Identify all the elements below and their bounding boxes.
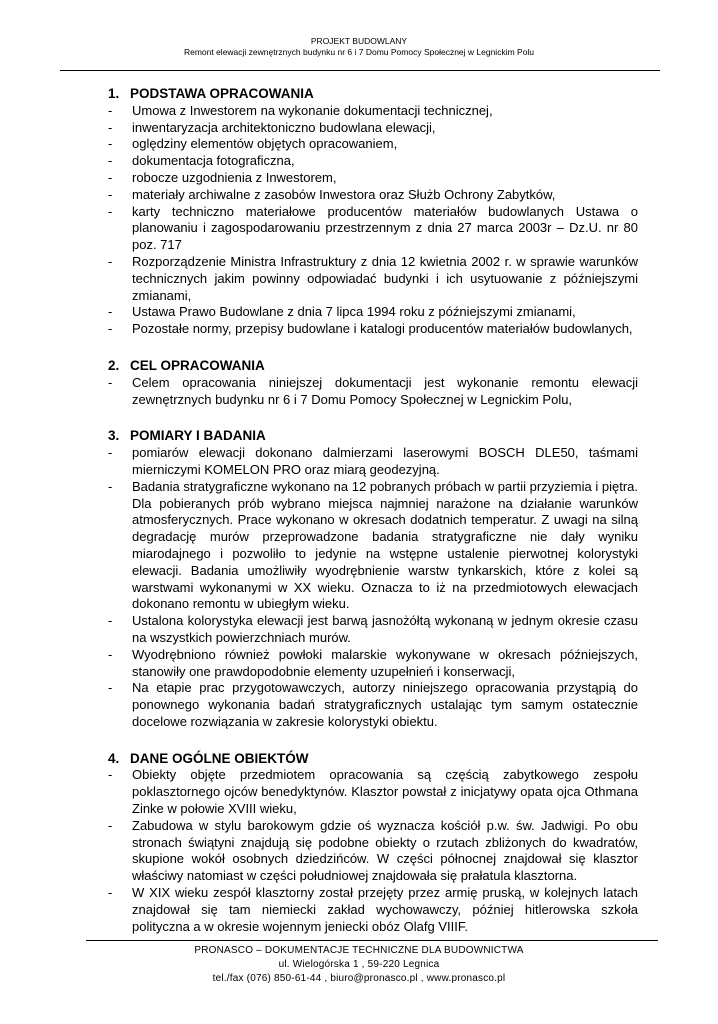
bullet-list xyxy=(108,445,638,731)
list-item: - Zabudowa w stylu barokowym gdzie oś wyznacza kościół p.w. św. Jadwigi. Po obu stronach świątyni znajdują się podobne obiekty o rzutach zbliżonych do kwadratów, skupione wokół osobnych dziedzińców. W części północnej znajdował się klasztor właściwy natomiast w części południowej znajdowała się prałatula klasztorna. xyxy=(108,818,638,885)
header-divider xyxy=(60,70,660,71)
list-item: - karty techniczno materiałowe producentów materiałów budowlanych Ustawa o planowaniu i zagospodarowaniu przestrzennym z dnia 27 marca 2003r – Dz.U. nr 80 poz. 717 xyxy=(108,204,638,254)
bullet-list xyxy=(108,767,638,935)
bullet-list xyxy=(108,103,638,338)
section-4 xyxy=(108,751,638,936)
section-heading xyxy=(108,428,638,445)
section-1 xyxy=(108,86,638,338)
page-header xyxy=(0,36,718,58)
section-number: 2. xyxy=(108,357,120,373)
list-item: - Ustalona kolorystyka elewacji jest barwą jasnożółtą wykonaną w jednym okresie czasu na wszystkich powierzchniach murów. xyxy=(108,613,638,647)
section-number: 1. xyxy=(108,86,120,101)
list-item: - Na etapie prac przygotowawczych, autorzy niniejszego opracowania przystąpią do ponownego wykonania badań stratygraficznych ustalając tym samym ostatecznie docelowe rozwiązania w zakresie kolorystyki obiektu. xyxy=(108,680,638,730)
list-item: - materiały archiwalne z zasobów Inwestora oraz Służb Ochrony Zabytków, xyxy=(108,187,638,204)
list-item: - Ustawa Prawo Budowlane z dnia 7 lipca 1994 roku z późniejszymi zmianami, xyxy=(108,304,638,321)
document-body xyxy=(108,86,638,935)
list-item: - Celem opracowania niniejszej dokumentacji jest wykonanie remontu elewacji zewnętrznych budynku nr 6 i 7 Domu Pomocy Społecznej w Legnickim Polu, xyxy=(108,375,638,409)
page-footer xyxy=(0,944,718,986)
list-item: - Obiekty objęte przedmiotem opracowania są częścią zabytkowego zespołu poklasztornego ojców benedyktynów. Klasztor powstał z inicjatywy opata ojca Othmana Zinke w połowie XVIII wieku, xyxy=(108,767,638,817)
header-project-title: PROJEKT BUDOWLANY xyxy=(310,36,408,46)
list-item: - pomiarów elewacji dokonano dalmierzami laserowymi BOSCH DLE50, taśmami mierniczymi KOMELON PRO oraz miarą geodezyjną. xyxy=(108,445,638,479)
footer-divider xyxy=(86,940,658,941)
list-item: - W XIX wieku zespół klasztorny został przejęty przez armię pruską, w kolejnych latach znajdował się tam niemiecki zakład wychowawczy, później hitlerowska szkoła polityczna a w okresie wojennym jeniecki obóz Olafg VIIIF. xyxy=(108,885,638,935)
list-item: - dokumentacja fotograficzna, xyxy=(108,153,638,170)
list-item: - Rozporządzenie Ministra Infrastruktury z dnia 12 kwietnia 2002 r. w sprawie warunków technicznych jakim powinny odpowiadać budynki i ich usytuowanie z późniejszymi zmianami, xyxy=(108,254,638,304)
section-2 xyxy=(108,358,638,408)
section-number: 3. xyxy=(108,428,120,444)
section-heading xyxy=(108,751,638,768)
section-title: PODSTAWA OPRACOWANIA xyxy=(130,86,314,101)
section-title: DANE OGÓLNE OBIEKTÓW xyxy=(130,750,309,766)
list-item: - inwentaryzacja architektoniczno budowlana elewacji, xyxy=(108,120,638,137)
list-item: - Wyodrębniono również powłoki malarskie wykonywane w okresach późniejszych, stanowiły one prawdopodobnie elementy uzupełnień i konserwacji, xyxy=(108,647,638,681)
footer-contact: tel./fax (076) 850-61-44 , biuro@pronasco.pl , www.pronasco.pl xyxy=(212,973,506,984)
list-item: - robocze uzgodnienia z Inwestorem, xyxy=(108,170,638,187)
list-item: - Badania stratygraficzne wykonano na 12 pobranych próbach w partii przyziemia i piętra. Dla pobieranych prób wybrano miejsca najmniej narażone na działanie warunków atmosferycznych. Prace wykonano w okresach dodatnich temperatur. Z uwagi na silną degradację murów przeprowadzone badania stratygraficzne nie dały wyniku miarodajnego i pozwoliło to jedynie na wstępne ustalenie pierwotnej kolorystyki elewacji. Badania umożliwiły wyodrębnienie warstw tynkarskich, które z kolei są warstwami wykonanymi w XX wieku. Oznacza to iż na przedmiotowych elewacjach dokonano remontu w ubiegłym wieku. xyxy=(108,479,638,613)
section-title: POMIARY I BADANIA xyxy=(130,428,266,444)
header-project-subtitle: Remont elewacji zewnętrznych budynku nr 6 i 7 Domu Pomocy Społecznej w Legnickim Polu xyxy=(183,47,535,57)
section-heading xyxy=(108,358,638,375)
section-heading xyxy=(108,86,638,103)
section-3 xyxy=(108,428,638,730)
footer-company: PRONASCO – DOKUMENTACJE TECHNICZNE DLA BUDOWNICTWA xyxy=(194,945,524,956)
list-item: - Pozostałe normy, przepisy budowlane i katalogi producentów materiałów budowlanych, xyxy=(108,321,638,338)
list-item: - Umowa z Inwestorem na wykonanie dokumentacji technicznej, xyxy=(108,103,638,120)
section-title: CEL OPRACOWANIA xyxy=(130,357,265,373)
section-number: 4. xyxy=(108,750,120,766)
list-item: - oględziny elementów objętych opracowaniem, xyxy=(108,136,638,153)
footer-address: ul. Wielogórska 1 , 59-220 Legnica xyxy=(278,959,440,970)
bullet-list xyxy=(108,375,638,409)
